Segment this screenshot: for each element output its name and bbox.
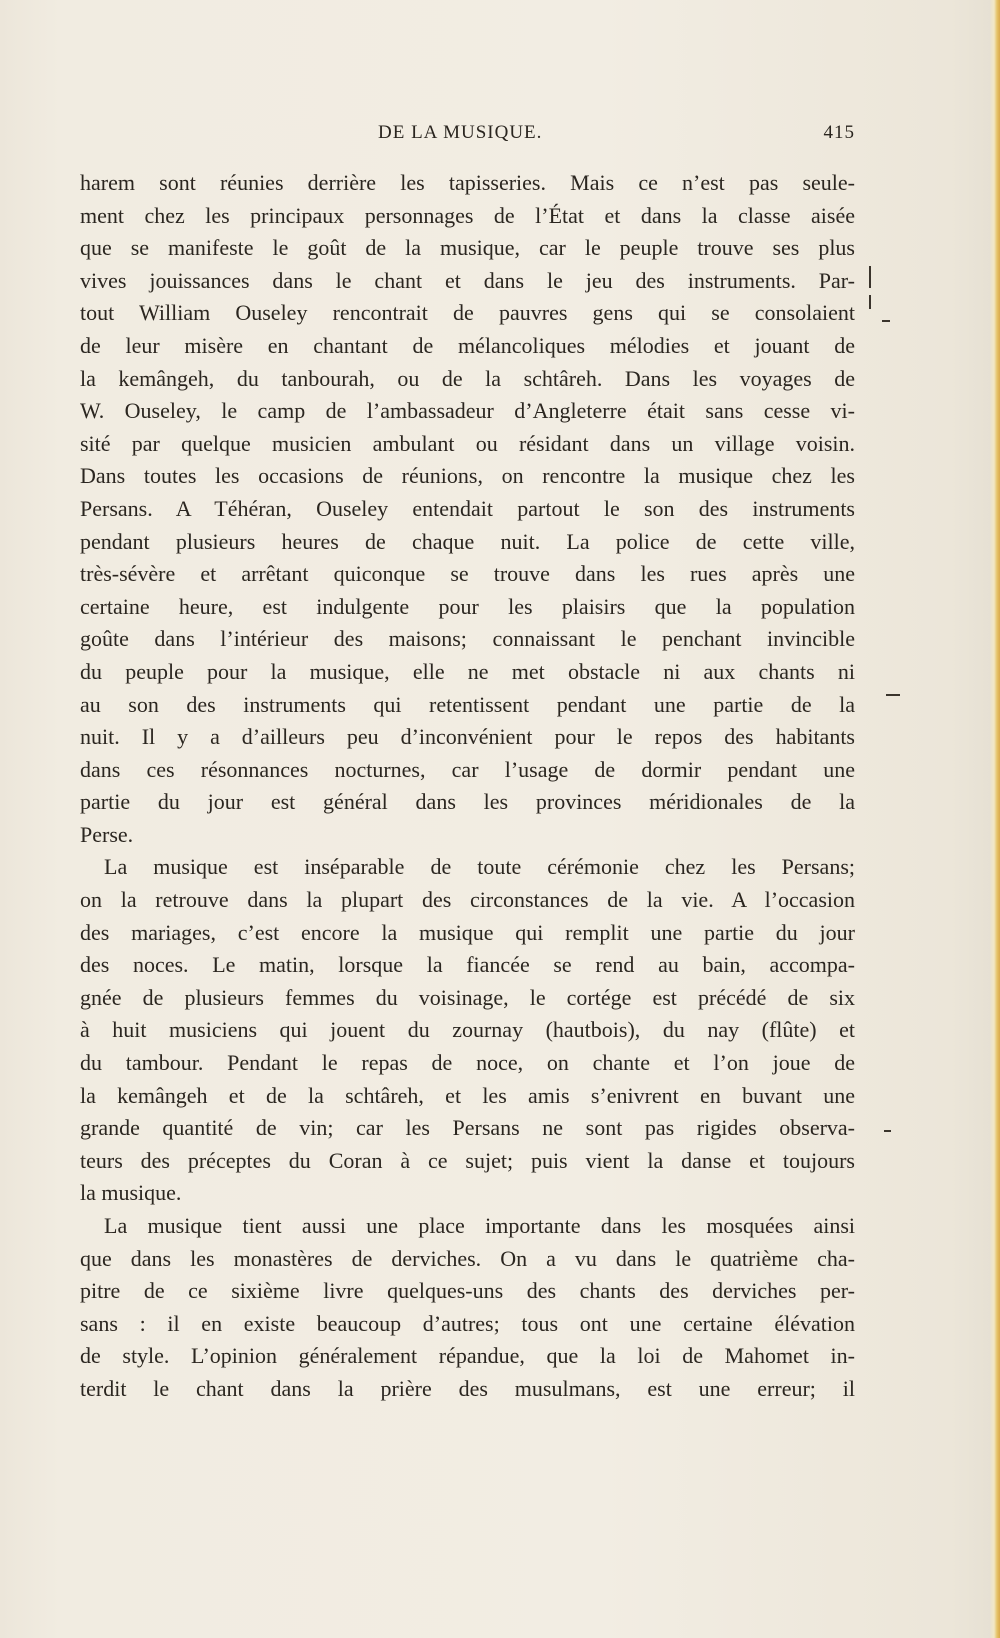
text-line: Persans. A Téhéran, Ouseley entendait partout le son des instruments	[80, 495, 855, 521]
text-line: nuit. Il y a d’ailleurs peu d’inconvénient pour le repos des habitants	[80, 724, 855, 750]
margin-mark	[886, 694, 900, 696]
text-line: harem sont réunies derrière les tapisseries. Mais ce n’est pas seule-	[80, 170, 855, 195]
text-line: terdit le chant dans la prière des musulmans, est une erreur; il	[80, 1375, 855, 1401]
text-line: grande quantité de vin; car les Persans ne sont pas rigides observa-	[80, 1115, 855, 1141]
text-line: pendant plusieurs heures de chaque nuit. La police de cette ville,	[80, 528, 855, 554]
text-line: que se manifeste le goût de la musique, car le peuple trouve ses plus	[80, 235, 855, 261]
margin-mark	[869, 295, 871, 309]
running-title: DE LA MUSIQUE.	[378, 122, 543, 143]
text-line: très-sévère et arrêtant quiconque se trouve dans les rues après une	[80, 561, 855, 587]
text-line: ment chez les principaux personnages de l’État et dans la classe aisée	[80, 202, 855, 228]
text-line: sans : il en existe beaucoup d’autres; tous ont une certaine élévation	[80, 1310, 855, 1336]
text-line: on la retrouve dans la plupart des circonstances de la vie. A l’occasion	[80, 887, 855, 913]
text-line: sité par quelque musicien ambulant ou résidant dans un village voisin.	[80, 430, 855, 456]
text-line: du peuple pour la musique, elle ne met obstacle ni aux chants ni	[80, 658, 855, 684]
margin-mark	[882, 320, 890, 322]
text-line: W. Ouseley, le camp de l’ambassadeur d’Angleterre était sans cesse vi-	[80, 398, 855, 424]
text-line: goûte dans l’intérieur des maisons; connaissant le penchant invincible	[80, 626, 855, 652]
page-edge	[990, 0, 1000, 1638]
text-line: des noces. Le matin, lorsque la fiancée se rend au bain, accompa-	[80, 952, 855, 978]
text-line: la kemângeh et de la schtâreh, et les amis s’enivrent en buvant une	[80, 1082, 855, 1108]
text-line: Perse.	[80, 821, 134, 847]
text-line: au son des instruments qui retentissent pendant une partie de la	[80, 691, 855, 717]
margin-mark	[884, 1130, 891, 1132]
text-line: de style. L’opinion généralement répandue, que la loi de Mahomet in-	[80, 1343, 855, 1369]
text-line: La musique tient aussi une place importante dans les mosquées ainsi	[104, 1213, 855, 1238]
text-line: partie du jour est général dans les provinces méridionales de la	[80, 789, 855, 815]
text-line: tout William Ouseley rencontrait de pauvres gens qui se consolaient	[80, 300, 855, 326]
text-line: Dans toutes les occasions de réunions, on rencontre la musique chez les	[80, 463, 855, 489]
text-line: pitre de ce sixième livre quelques-uns des chants des derviches per-	[80, 1278, 855, 1304]
running-header	[80, 122, 855, 152]
text-line: à huit musiciens qui jouent du zournay (hautbois), du nay (flûte) et	[80, 1017, 855, 1043]
text-line: que dans les monastères de derviches. On a vu dans le quatrième cha-	[80, 1245, 855, 1271]
text-line: du tambour. Pendant le repas de noce, on chante et l’on joue de	[80, 1050, 855, 1076]
margin-mark	[869, 266, 871, 288]
text-line: la kemângeh, du tanbourah, ou de la schtâreh. Dans les voyages de	[80, 365, 855, 391]
text-line: La musique est inséparable de toute cérémonie chez les Persans;	[104, 854, 855, 880]
text-line: certaine heure, est indulgente pour les plaisirs que la population	[80, 593, 855, 619]
text-line: gnée de plusieurs femmes du voisinage, le cortége est précédé de six	[80, 984, 855, 1010]
text-line: la musique.	[80, 1180, 182, 1206]
text-line: vives jouissances dans le chant et dans le jeu des instruments. Par-	[80, 267, 855, 293]
text-line: de leur misère en chantant de mélancoliques mélodies et jouant de	[80, 332, 855, 358]
text-line: des mariages, c’est encore la musique qui remplit une partie du jour	[80, 919, 855, 945]
text-line: dans ces résonnances nocturnes, car l’usage de dormir pendant une	[80, 756, 855, 782]
body-text	[80, 167, 855, 1406]
text-line: teurs des préceptes du Coran à ce sujet; puis vient la danse et toujours	[80, 1147, 855, 1173]
page-number: 415	[823, 122, 855, 143]
